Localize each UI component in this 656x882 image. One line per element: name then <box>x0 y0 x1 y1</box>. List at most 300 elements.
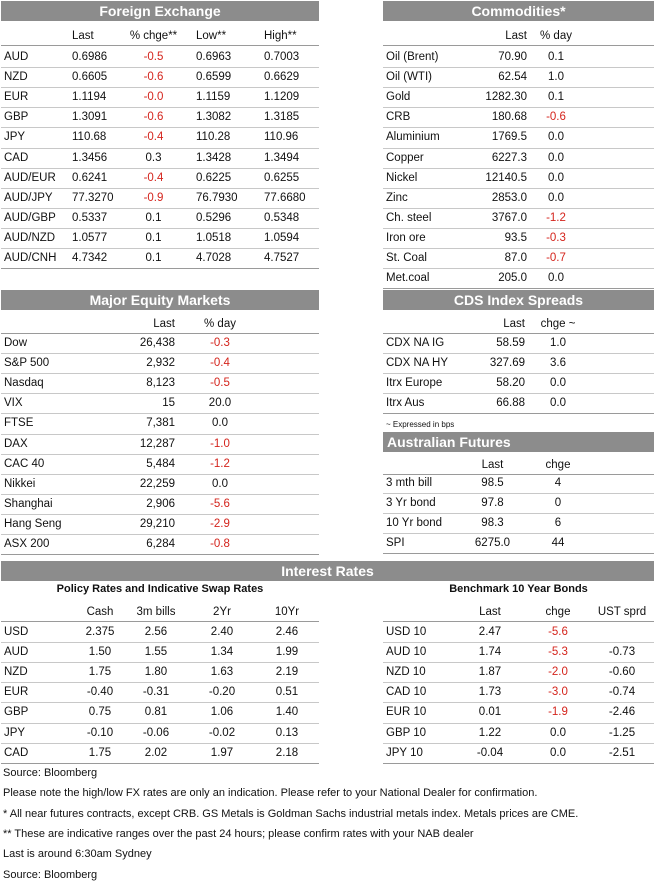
equity-row-label: CAC 40 <box>4 457 45 470</box>
commodity-row-rule <box>383 208 654 209</box>
fx-cell: 110.96 <box>264 131 299 144</box>
cds-cell: 66.88 <box>496 397 525 410</box>
cds-header-rule <box>383 333 654 334</box>
fx-cell: 0.5348 <box>264 211 300 224</box>
cds-cell: 0.0 <box>550 397 566 410</box>
equity-cell: 2,932 <box>146 357 175 370</box>
policy-cell: 0.75 <box>88 706 112 719</box>
cds-cell: 1.0 <box>550 337 566 349</box>
fx-cell: 0.1 <box>145 231 162 244</box>
policy-cell: 1.40 <box>275 706 299 719</box>
commodity-cell: 62.54 <box>498 71 527 84</box>
bond-row-rule <box>383 743 654 744</box>
fx-cell: 0.6241 <box>72 171 108 184</box>
commodity-row-rule <box>383 87 654 88</box>
policy-cell: 2.46 <box>275 626 299 638</box>
commodity-cell: 12140.5 <box>485 171 527 184</box>
bond-cell: -0.73 <box>608 646 636 659</box>
fx-cell: -0.4 <box>143 131 164 144</box>
commodities-header: Commodities* <box>383 1 654 21</box>
fx-cell: 1.3494 <box>264 151 300 164</box>
policy-row-rule <box>1 662 319 663</box>
equity-row-label: Shanghai <box>4 497 53 510</box>
equities-header: Major Equity Markets <box>1 290 319 310</box>
policy-cell: 0.51 <box>275 686 299 699</box>
commodity-row-label: Oil (Brent) <box>386 51 439 63</box>
bond-col-header: Last <box>479 606 501 618</box>
commodity-row-rule <box>383 67 654 68</box>
equity-row-rule <box>1 373 319 374</box>
bond-header-rule <box>383 621 654 622</box>
policy-row-label: NZD <box>4 666 28 679</box>
commodity-row-rule <box>383 248 654 249</box>
equity-row-rule <box>1 353 319 354</box>
fx-bottom-rule <box>1 268 319 269</box>
commodity-row-rule <box>383 228 654 229</box>
fx-cell: 0.1 <box>145 252 162 264</box>
equity-row-label: S&P 500 <box>4 357 50 370</box>
fx-cell: 0.6255 <box>264 171 300 184</box>
footnote: Please note the high/low FX rates are only an indication. Please refer to your National Dealer for confirmation. <box>3 787 538 800</box>
policy-row-label: JPY <box>4 726 26 739</box>
futures-header: Australian Futures <box>383 432 654 452</box>
bond-bottom-rule <box>383 763 654 764</box>
futures-bottom-rule <box>383 553 654 554</box>
equity-row-rule <box>1 474 319 475</box>
fx-col-header: % chge** <box>129 30 178 42</box>
fx-cell: 1.1209 <box>264 91 300 104</box>
footnote: Source: Bloomberg <box>3 868 98 881</box>
fx-cell: 110.68 <box>72 131 107 144</box>
equity-cell: -0.3 <box>210 337 230 349</box>
equity-cell: -0.8 <box>210 538 230 550</box>
commodity-row-rule <box>383 127 654 128</box>
equity-row-rule <box>1 494 319 495</box>
futures-row-rule <box>383 533 654 534</box>
fx-cell: 77.6680 <box>264 191 306 204</box>
bond-row-rule <box>383 723 654 724</box>
policy-cell: 1.55 <box>144 646 168 659</box>
equity-cell: 8,123 <box>146 377 175 390</box>
commodity-row-label: CRB <box>386 111 411 124</box>
commodity-row-label: Iron ore <box>386 231 426 244</box>
cds-row-label: Itrx Europe <box>386 377 443 390</box>
policy-cell: 0.13 <box>275 726 299 739</box>
cds-row-rule <box>383 373 654 374</box>
fx-cell: 0.3 <box>145 151 162 164</box>
bond-cell: -1.25 <box>608 726 636 739</box>
policy-row-label: AUD <box>4 646 29 659</box>
equity-row-label: Nikkei <box>4 477 36 490</box>
fx-row-label: NZD <box>4 71 28 84</box>
futures-col-header: Last <box>481 459 504 471</box>
cds-col-header: chge ~ <box>540 318 576 330</box>
commodity-cell: 0.0 <box>548 131 564 144</box>
fx-cell: 4.7028 <box>196 252 232 264</box>
equity-cell: 20.0 <box>208 397 232 410</box>
bond-row-label: EUR 10 <box>386 706 427 719</box>
fx-cell: 0.5337 <box>72 211 108 224</box>
fx-row-label: CAD <box>4 151 29 164</box>
equity-cell: 15 <box>162 397 175 410</box>
equity-cell: 0.0 <box>212 417 228 430</box>
equity-cell: -0.5 <box>210 377 230 390</box>
fx-row-rule <box>1 248 319 249</box>
cds-cell: 58.59 <box>496 337 525 349</box>
fx-row-rule <box>1 228 319 229</box>
futures-header-rule <box>383 474 654 475</box>
fx-cell: 0.6963 <box>196 51 232 63</box>
bond-cell: -0.04 <box>476 746 504 759</box>
fx-row-label: EUR <box>4 91 29 104</box>
policy-col-header: 2Yr <box>213 606 231 618</box>
bond-cell: 1.87 <box>478 666 502 679</box>
futures-cell: 98.5 <box>481 477 504 489</box>
commodity-cell: 0.0 <box>548 272 564 285</box>
bond-cell: 2.47 <box>478 626 502 638</box>
policy-cell: 1.97 <box>210 746 234 759</box>
footnote: Last is around 6:30am Sydney <box>3 848 152 861</box>
policy-col-header: 3m bills <box>136 606 176 618</box>
fx-cell: 1.3082 <box>196 111 232 124</box>
equity-cell: 7,381 <box>146 417 175 430</box>
policy-row-rule <box>1 702 319 703</box>
bond-cell: -0.60 <box>608 666 636 679</box>
cds-row-rule <box>383 393 654 394</box>
fx-cell: 0.6599 <box>196 71 232 84</box>
policy-cell: 2.56 <box>144 626 168 638</box>
bond-row-label: AUD 10 <box>386 646 427 659</box>
equity-row-label: VIX <box>4 397 23 410</box>
policy-cell: 1.63 <box>210 666 234 679</box>
fx-row-label: AUD/CNH <box>4 252 57 264</box>
bond-row-label: CAD 10 <box>386 686 427 699</box>
equity-row-rule <box>1 454 319 455</box>
cds-col-header: Last <box>503 318 525 330</box>
cds-row-label: Itrx Aus <box>386 397 425 410</box>
policy-cell: -0.10 <box>86 726 114 739</box>
cds-row-rule <box>383 353 654 354</box>
commodity-row-label: Ch. steel <box>386 211 432 224</box>
commodity-col-header: % day <box>540 30 572 42</box>
cds-row-label: CDX NA HY <box>386 357 448 370</box>
fx-row-rule <box>1 188 319 189</box>
commodity-cell: 0.1 <box>548 91 564 104</box>
fx-cell: 1.0577 <box>72 231 108 244</box>
commodity-row-label: Nickel <box>386 171 418 184</box>
fx-col-header: Last <box>72 30 94 42</box>
commodity-row-rule <box>383 107 654 108</box>
policy-cell: 2.18 <box>275 746 299 759</box>
policy-cell: -0.20 <box>208 686 236 699</box>
commodity-header-rule <box>383 45 654 46</box>
fx-row-rule <box>1 87 319 88</box>
bond-row-label: JPY 10 <box>386 746 423 759</box>
equity-cell: 12,287 <box>139 437 175 450</box>
fx-cell: -0.5 <box>143 51 164 63</box>
policy-cell: 1.06 <box>210 706 234 719</box>
equity-row-rule <box>1 393 319 394</box>
policy-row-label: USD <box>4 626 29 638</box>
fx-row-rule <box>1 208 319 209</box>
bond-cell: -2.51 <box>608 746 636 759</box>
fx-cell: -0.4 <box>143 171 164 184</box>
fx-cell: 4.7342 <box>72 252 108 264</box>
equity-cell: 22,259 <box>139 477 175 490</box>
commodity-cell: 1769.5 <box>491 131 527 144</box>
futures-col-header: chge <box>545 459 571 471</box>
fx-row-rule <box>1 168 319 169</box>
equity-cell: -1.0 <box>210 437 230 450</box>
bond-cell: 1.73 <box>478 686 502 699</box>
commodity-bottom-rule <box>383 288 654 289</box>
bond-cell: 0.0 <box>550 726 566 739</box>
footnote: Source: Bloomberg <box>3 767 98 779</box>
commodity-cell: 0.1 <box>548 51 564 63</box>
fx-row-rule <box>1 67 319 68</box>
fx-row-label: AUD <box>4 51 29 63</box>
bond-row-rule <box>383 662 654 663</box>
bond-row-label: NZD 10 <box>386 666 426 679</box>
cds-cell: 0.0 <box>550 377 566 390</box>
fx-cell: 0.6225 <box>196 171 232 184</box>
bond-col-header: UST sprd <box>597 606 647 618</box>
commodity-row-rule <box>383 148 654 149</box>
bond-cell: 1.22 <box>478 726 502 739</box>
equity-col-header: Last <box>153 318 175 330</box>
futures-row-label: 3 Yr bond <box>386 497 436 510</box>
commodity-cell: -0.3 <box>546 231 566 244</box>
futures-row-label: 3 mth bill <box>386 477 433 489</box>
futures-cell: 98.3 <box>481 517 504 530</box>
policy-cell: 2.19 <box>275 666 299 679</box>
policy-cell: 0.81 <box>144 706 168 719</box>
policy-cell: 1.75 <box>88 746 112 759</box>
commodity-row-label: Met.coal <box>386 272 430 285</box>
commodity-cell: 6227.3 <box>491 151 527 164</box>
bond-cell: 0.0 <box>550 746 566 759</box>
commodity-cell: -0.6 <box>546 111 566 124</box>
fx-cell: 110.28 <box>196 131 231 144</box>
futures-row-label: 10 Yr bond <box>386 517 443 530</box>
futures-cell: 6 <box>554 517 562 530</box>
commodity-cell: 1.0 <box>548 71 564 84</box>
commodity-cell: 180.68 <box>491 111 527 124</box>
bond-cell: -2.0 <box>548 666 568 679</box>
fx-cell: 0.1 <box>145 211 162 224</box>
equity-row-rule <box>1 434 319 435</box>
equity-row-label: Hang Seng <box>4 517 62 530</box>
equity-cell: 0.0 <box>212 477 228 490</box>
policy-col-header: 10Yr <box>274 606 300 618</box>
fx-cell: -0.6 <box>143 71 164 84</box>
policy-row-rule <box>1 743 319 744</box>
policy-cell: 1.80 <box>144 666 168 679</box>
policy-header-rule <box>1 621 319 622</box>
policy-cell: 2.375 <box>85 626 115 638</box>
equity-cell: 29,210 <box>139 517 175 530</box>
policy-cell: -0.02 <box>208 726 236 739</box>
bond-cell: -1.9 <box>548 706 568 719</box>
commodity-row-label: Copper <box>386 151 424 164</box>
policy-cell: -0.31 <box>142 686 170 699</box>
futures-cell: 0 <box>554 497 562 510</box>
equity-col-header: % day <box>204 318 236 330</box>
fx-cell: 77.3270 <box>72 191 114 204</box>
fx-cell: 0.5296 <box>196 211 232 224</box>
equity-cell: -5.6 <box>210 497 230 510</box>
commodity-col-header: Last <box>505 30 527 42</box>
policy-cell: 1.50 <box>88 646 112 659</box>
fx-row-rule <box>1 107 319 108</box>
policy-cell: 2.40 <box>210 626 234 638</box>
bond-cell: -5.3 <box>548 646 568 659</box>
cds-cell: 327.69 <box>489 357 525 370</box>
fx-cell: 76.7930 <box>196 191 238 204</box>
equity-row-label: ASX 200 <box>4 538 50 550</box>
bond-row-rule <box>383 702 654 703</box>
commodity-row-rule <box>383 188 654 189</box>
bond-cell: -3.0 <box>548 686 568 699</box>
policy-cell: 1.34 <box>210 646 234 659</box>
commodity-row-label: Gold <box>386 91 411 104</box>
fx-cell: 1.3428 <box>196 151 232 164</box>
commodity-cell: 205.0 <box>498 272 527 285</box>
commodity-cell: 70.90 <box>498 51 527 63</box>
commodity-cell: 87.0 <box>504 252 527 264</box>
equity-cell: -1.2 <box>210 457 230 470</box>
cds-header: CDS Index Spreads <box>383 290 654 310</box>
equity-cell: 5,484 <box>146 457 175 470</box>
fx-cell: 0.6605 <box>72 71 108 84</box>
bond-cell: -5.6 <box>548 626 568 638</box>
commodity-cell: 0.0 <box>548 171 564 184</box>
fx-row-label: GBP <box>4 111 29 124</box>
bond-cell: -0.74 <box>608 686 636 699</box>
commodity-cell: 2853.0 <box>491 191 527 204</box>
fx-cell: -0.6 <box>143 111 164 124</box>
futures-row-label: SPI <box>386 537 405 550</box>
policy-col-header: Cash <box>86 606 114 618</box>
commodity-row-label: Aluminium <box>386 131 440 144</box>
fx-header: Foreign Exchange <box>1 1 319 21</box>
fx-cell: 4.7527 <box>264 252 300 264</box>
equity-row-rule <box>1 514 319 515</box>
footnote: ** These are indicative ranges over the past 24 hours; please confirm rates with your NAB dealer <box>3 827 474 840</box>
bond-cell: -2.46 <box>608 706 636 719</box>
equity-row-rule <box>1 413 319 414</box>
fx-row-label: AUD/JPY <box>4 191 53 204</box>
cds-cell: 58.20 <box>496 377 525 390</box>
policy-row-label: GBP <box>4 706 29 719</box>
cds-cell: 3.6 <box>550 357 566 370</box>
fx-cell: -0.0 <box>143 91 164 104</box>
fx-cell: 1.0594 <box>264 231 300 244</box>
fx-cell: 1.1194 <box>72 91 107 104</box>
fx-cell: 0.6986 <box>72 51 108 63</box>
policy-cell: 1.75 <box>88 666 112 679</box>
fx-row-rule <box>1 148 319 149</box>
commodity-cell: -0.7 <box>546 252 566 264</box>
fx-row-label: AUD/EUR <box>4 171 56 184</box>
policy-row-rule <box>1 682 319 683</box>
bond-cell: 0.01 <box>478 706 502 719</box>
fx-cell: 1.3185 <box>264 111 300 124</box>
futures-row-rule <box>383 493 654 494</box>
commodity-cell: 1282.30 <box>485 91 527 104</box>
equity-row-label: Dow <box>4 337 28 349</box>
cds-row-label: CDX NA IG <box>386 337 445 349</box>
policy-row-label: EUR <box>4 686 29 699</box>
fx-cell: 1.0518 <box>196 231 232 244</box>
policy-row-rule <box>1 642 319 643</box>
commodity-cell: 3767.0 <box>491 211 527 224</box>
futures-cell: 44 <box>551 537 565 550</box>
equity-cell: 2,906 <box>146 497 175 510</box>
commodity-row-label: Oil (WTI) <box>386 71 432 84</box>
equity-cell: 6,284 <box>146 538 175 550</box>
equity-header-rule <box>1 333 319 334</box>
bond-row-rule <box>383 682 654 683</box>
policy-row-label: CAD <box>4 746 29 759</box>
equity-cell: -2.9 <box>210 517 230 530</box>
commodity-row-label: Zinc <box>386 191 408 204</box>
fx-row-label: JPY <box>4 131 26 144</box>
fx-cell: 1.3091 <box>72 111 108 124</box>
bond-row-rule <box>383 642 654 643</box>
bond-row-label: GBP 10 <box>386 726 427 739</box>
equity-cell: -0.4 <box>210 357 230 370</box>
commodity-row-rule <box>383 268 654 269</box>
futures-cell: 4 <box>554 477 562 489</box>
fx-row-rule <box>1 127 319 128</box>
footnote: * All near futures contracts, except CRB. GS Metals is Goldman Sachs industrial metals index. Metals prices are CME. <box>3 807 579 820</box>
futures-cell: 6275.0 <box>474 537 511 550</box>
futures-cell: 97.8 <box>481 497 504 510</box>
cds-bottom-rule <box>383 413 654 414</box>
fx-row-label: AUD/GBP <box>4 211 56 224</box>
fx-header-rule <box>1 45 319 46</box>
policy-cell: -0.06 <box>142 726 170 739</box>
bond-col-header: chge <box>545 606 571 618</box>
futures-row-rule <box>383 513 654 514</box>
equity-row-label: DAX <box>4 437 28 450</box>
fx-col-header: Low** <box>196 30 227 42</box>
bond-row-label: USD 10 <box>386 626 427 638</box>
fx-cell: 0.6629 <box>264 71 300 84</box>
commodity-row-label: St. Coal <box>386 252 427 264</box>
fx-cell: 1.3456 <box>72 151 108 164</box>
equity-row-label: FTSE <box>4 417 34 430</box>
policy-rates-title: Policy Rates and Indicative Swap Rates <box>56 583 264 595</box>
fx-cell: -0.9 <box>143 191 164 204</box>
interest-rates-header: Interest Rates <box>1 561 654 581</box>
commodity-cell: 93.5 <box>504 231 527 244</box>
equity-row-label: Nasdaq <box>4 377 44 390</box>
cds-note: ~ Expressed in bps <box>386 420 455 429</box>
fx-row-label: AUD/NZD <box>4 231 56 244</box>
bond-cell: 1.74 <box>478 646 502 659</box>
policy-cell: -0.40 <box>86 686 114 699</box>
policy-cell: 2.02 <box>144 746 168 759</box>
fx-cell: 0.7003 <box>264 51 300 63</box>
policy-row-rule <box>1 723 319 724</box>
policy-cell: 1.99 <box>275 646 299 659</box>
equity-cell: 26,438 <box>139 337 175 349</box>
equity-bottom-rule <box>1 554 319 555</box>
equity-row-rule <box>1 534 319 535</box>
fx-cell: 1.1159 <box>196 91 231 104</box>
